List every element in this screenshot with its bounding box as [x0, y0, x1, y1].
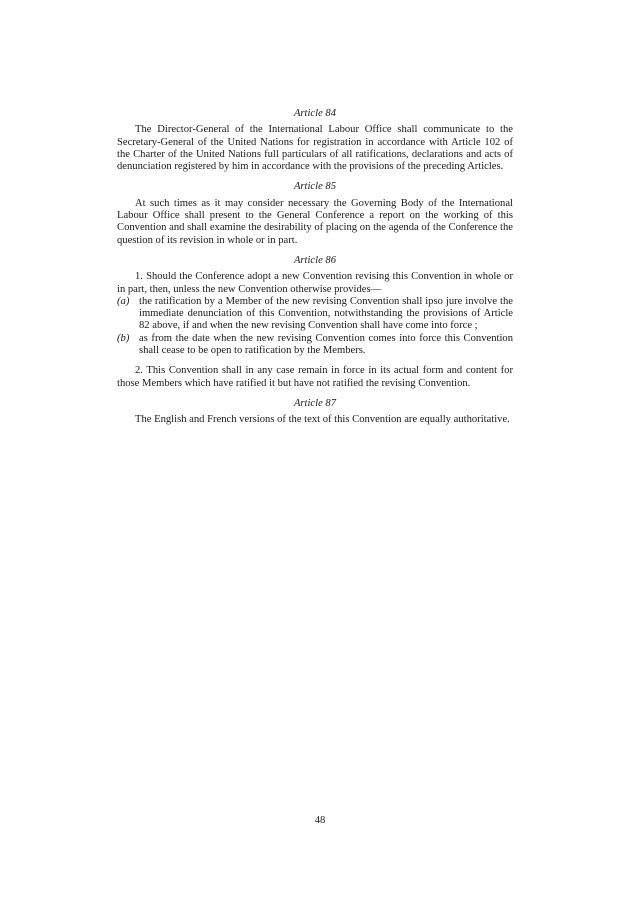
article-86-item-a	[117, 296, 513, 333]
article-86-intro: 1. Should the Conference adopt a new Convention revising this Convention in whole or in part, then, unless the new Convention otherwise provides—	[117, 271, 513, 295]
article-84-paragraph: The Director-General of the International Labour Office shall communicate to the Secretary-General of the United Nations for registration in accordance with Article 102 of the Charter of the United Nations full particulars of all ratifications, declarations and acts of denunciation registered by him in accordance with the provisions of the preceding Articles.	[117, 124, 513, 173]
article-86-item-b	[117, 333, 513, 358]
article-86-heading: Article 86	[293, 254, 337, 266]
article-84-heading: Article 84	[293, 108, 337, 119]
article-87-heading: Article 87	[293, 397, 337, 409]
item-marker: (b)	[117, 332, 130, 344]
article-87-paragraph: The English and French versions of the text of this Convention are equally authoritative.	[135, 414, 510, 426]
article-86-closing: 2. This Convention shall in any case remain in force in its actual form and content for those Members which have ratified it but have not ratified the revising Convention.	[117, 365, 513, 389]
page-number: 48	[314, 815, 326, 826]
article-85-paragraph: At such times as it may consider necessary the Governing Body of the International Labour Office shall present to the General Conference a report on the working of this Convention and shall examine the desirability of placing on the agenda of the Conference the question of its revision in whole or in part.	[117, 197, 513, 246]
article-85-heading: Article 85	[293, 181, 337, 193]
item-text: the ratification by a Member of the new revising Convention shall ipso jure involve the immediate denunciation of this Convention, notwithstanding the provisions of Article 82 above, if and when the new revising Convention shall have come into force ;	[139, 295, 513, 332]
item-marker: (a)	[117, 295, 130, 307]
item-text: as from the date when the new revising Convention comes into force this Convention shall cease to be open to ratification by the Members.	[139, 332, 513, 357]
text-column	[117, 108, 513, 427]
